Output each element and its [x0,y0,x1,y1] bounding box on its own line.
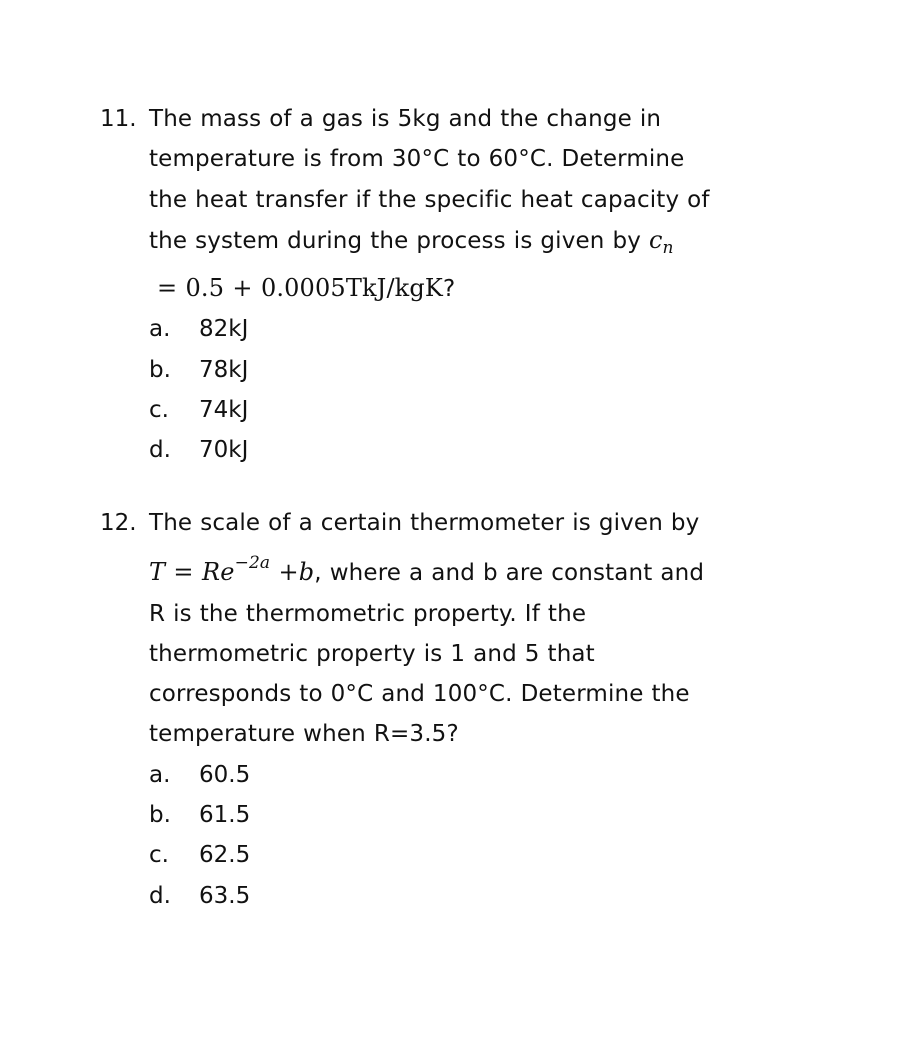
stem-line: The scale of a certain thermometer is given by [149,510,700,536]
stem-line: The mass of a gas is 5kg and the change in [149,106,662,132]
formula-line [149,268,760,309]
option-c[interactable] [149,835,760,875]
stem-line: R is the thermometric property. If the [149,600,587,627]
option-text: 61.5 [199,802,251,829]
formula-rhs: +b [270,558,315,587]
question-number: 12. [100,510,137,536]
answer-options [149,309,760,470]
option-d[interactable] [149,876,760,916]
question-12 [100,503,760,916]
stem-line: thermometric property is 1 and 5 that [149,640,595,667]
stem-line: corresponds to 0°C and 100°C. Determine the [149,681,690,708]
option-b[interactable] [149,350,760,390]
option-d[interactable] [149,430,760,470]
formula-symbol-c [648,225,674,258]
option-letter: d. [149,882,171,909]
formula-subscript: n [662,237,674,258]
option-letter: b. [149,802,171,829]
option-text: 60.5 [199,761,251,788]
answer-options [149,755,760,916]
stem-line-with-formula [149,220,760,268]
formula-question-mark: ? [442,276,456,303]
question-stem [149,99,760,309]
option-text: 62.5 [199,842,251,869]
thermometer-formula [149,553,315,587]
option-c[interactable] [149,390,760,430]
option-letter: a. [149,761,171,788]
option-b[interactable] [149,795,760,835]
question-11 [100,99,760,471]
specific-heat-formula: = 0.5 + 0.0005TkJ/kgK [156,274,443,303]
stem-line: the heat transfer if the specific heat capacity of [149,186,710,213]
stem-line: temperature is from 30°C to 60°C. Determine [149,146,685,173]
question-number: 11. [100,106,137,132]
formula-c: c [648,225,663,254]
option-letter: c. [149,397,169,424]
option-letter: c. [149,842,169,869]
option-letter: b. [149,356,171,383]
stem-line-with-formula [149,543,760,593]
formula-exponent: −2a [234,553,271,574]
stem-line-text: the system during the process is given by [149,227,641,254]
option-text: 63.5 [199,882,251,909]
option-text: 82kJ [199,316,249,343]
stem-line: temperature when R=3.5? [149,721,459,748]
formula-lhs: T = Re [149,558,235,587]
option-a[interactable] [149,755,760,795]
option-text: 70kJ [199,437,249,464]
option-letter: a. [149,316,171,343]
option-letter: d. [149,437,171,464]
option-a[interactable] [149,309,760,349]
stem-line-text: , where a and b are constant and [314,560,705,587]
question-stem [149,503,760,755]
option-text: 74kJ [199,397,249,424]
option-text: 78kJ [199,356,249,383]
